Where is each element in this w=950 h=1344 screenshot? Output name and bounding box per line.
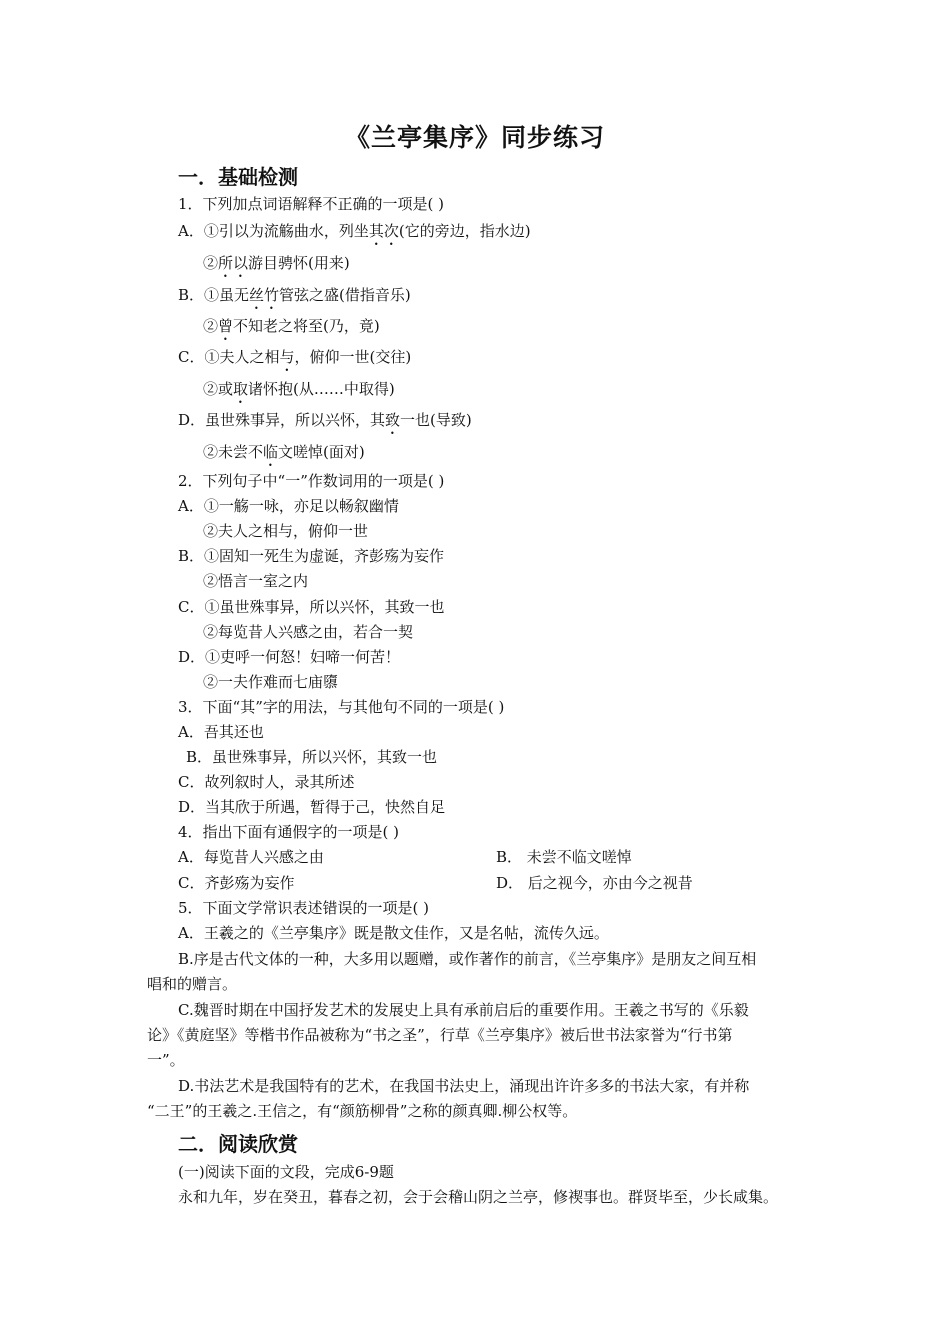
- page-title: 《兰亭集序》同步练习: [344, 123, 605, 152]
- question-5-option-a: A．王羲之的《兰亭集序》既是散文佳作，又是名帖，流传久远。: [178, 924, 609, 942]
- question-4-option-c: C．齐彭殇为妄作: [178, 874, 295, 892]
- question-2-option-c1: C．①虽世殊事异，所以兴怀，其致一也: [178, 598, 445, 616]
- question-1-stem: 1．下列加点词语解释不正确的一项是( ): [178, 195, 445, 213]
- question-2-option-c2: ②每览昔人兴感之由，若合一契: [203, 623, 414, 641]
- question-1-option-b2: ②曾不知老之将至(乃，竟): [203, 317, 380, 335]
- question-1-option-c2: ②或取诸怀抱(从……中取得): [203, 380, 395, 398]
- question-1-option-c1: C．①夫人之相与，俯仰一世(交往): [178, 348, 412, 366]
- question-1-option-b1: B．①虽无丝竹管弦之盛(借指音乐): [178, 286, 411, 304]
- question-3-stem: 3．下面“其”字的用法，与其他句不同的一项是( ): [178, 698, 505, 716]
- question-2-stem: 2．下列句子中“一”作数词用的一项是( ): [178, 472, 445, 490]
- question-5-option-d-line2: “二王”的王羲之.王信之，有“颜筋柳骨”之称的颜真卿.柳公权等。: [147, 1102, 578, 1120]
- question-1-option-a2: ②所以游目骋怀(用来): [203, 254, 350, 272]
- question-5-option-c-line2: 论》《黄庭坚》等楷书作品被称为“书之圣”，行草《兰亭集序》被后世书法家誉为“行书第: [147, 1026, 733, 1044]
- question-4-stem: 4．指出下面有通假字的一项是( ): [178, 823, 400, 841]
- question-2-option-d2: ②一夫作难而七庙隳: [203, 673, 339, 691]
- question-5-option-b-line2: 唱和的赠言。: [147, 975, 238, 993]
- question-5-option-c-line1: C.魏晋时期在中国抒发艺术的发展史上具有承前启后的重要作用。王羲之书写的《乐毅: [178, 1001, 749, 1019]
- question-3-option-c: C．故列叙时人，录其所述: [178, 773, 355, 791]
- question-4-option-b: B． 未尝不临文嗟悼: [496, 848, 632, 866]
- question-2-option-d1: D．①吏呼一何怒！妇啼一何苦！: [178, 648, 401, 666]
- question-2-option-a2: ②夫人之相与，俯仰一世: [203, 522, 369, 540]
- question-3-option-d: D．当其欣于所遇，暂得于己，快然自足: [178, 798, 446, 816]
- question-3-option-b: B．虽世殊事异，所以兴怀，其致一也: [186, 748, 438, 766]
- question-2-option-b1: B．①固知一死生为虚诞，齐彭殇为妄作: [178, 547, 445, 565]
- question-3-option-a: A．吾其还也: [178, 723, 264, 741]
- question-1-option-d2: ②未尝不临文嗟悼(面对): [203, 443, 365, 461]
- question-5-stem: 5．下面文学常识表述错误的一项是( ): [178, 899, 430, 917]
- question-5-option-d-line1: D.书法艺术是我国特有的艺术，在我国书法史上，涌现出许许多多的书法大家，有并称: [178, 1077, 750, 1095]
- section-heading-reading: 二．阅读欣赏: [178, 1132, 298, 1156]
- reading-passage-line: 永和九年，岁在癸丑，暮春之初，会于会稽山阴之兰亭，修禊事也。群贤毕至，少长咸集。: [178, 1188, 779, 1206]
- question-4-option-d: D． 后之视今，亦由今之视昔: [496, 874, 693, 892]
- question-1-option-d1: D．虽世殊事异，所以兴怀，其致一也(导致): [178, 411, 472, 429]
- question-2-option-a1: A．①一觞一咏，亦足以畅叙幽情: [178, 497, 399, 515]
- question-1-option-a1: A．①引以为流觞曲水，列坐其次(它的旁边，指水边): [178, 222, 531, 240]
- question-5-option-b-line1: B.序是古代文体的一种，大多用以题赠，或作著作的前言，《兰亭集序》是朋友之间互相: [178, 950, 757, 968]
- question-4-option-a: A．每览昔人兴感之由: [178, 848, 324, 866]
- question-5-option-c-line3: 一”。: [147, 1051, 185, 1069]
- reading-instruction: (一)阅读下面的文段，完成6-9题: [178, 1163, 394, 1181]
- section-heading-basics: 一．基础检测: [178, 165, 298, 189]
- question-2-option-b2: ②悟言一室之内: [203, 572, 309, 590]
